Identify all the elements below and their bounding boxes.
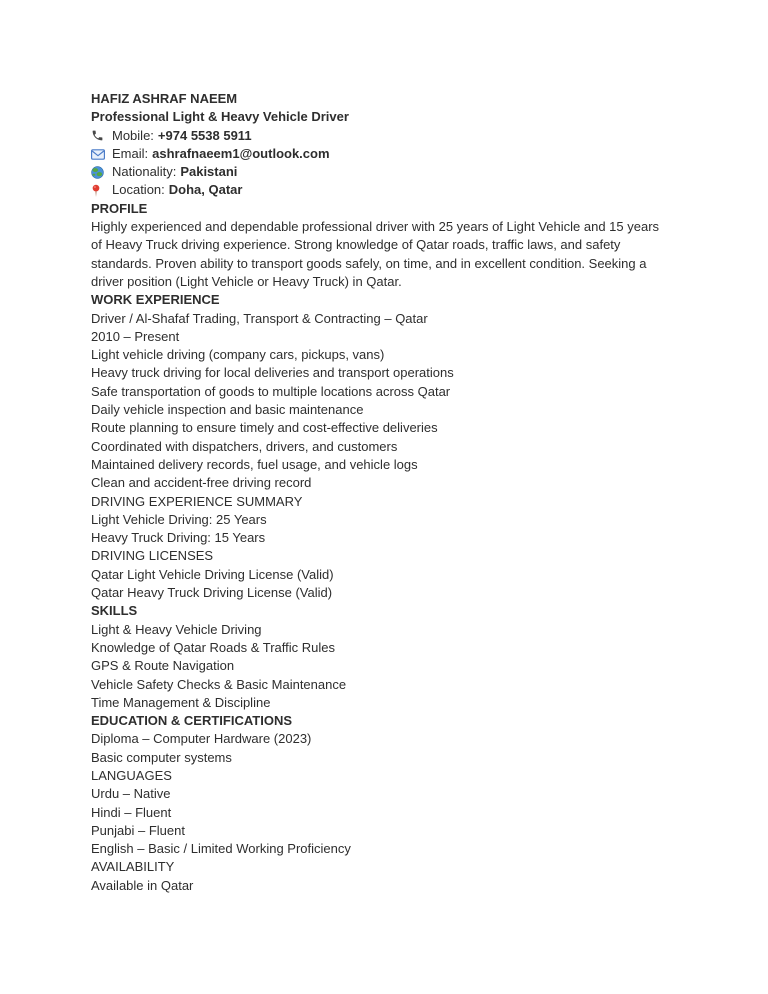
- resume-page: [91, 90, 665, 895]
- contact-nationality: [91, 163, 665, 181]
- skill-item: Light & Heavy Vehicle Driving: [91, 621, 262, 637]
- person-name: HAFIZ ASHRAF NAEEM: [91, 91, 238, 106]
- contact-label: Mobile:: [112, 127, 154, 143]
- skill-item: Vehicle Safety Checks & Basic Maintenance: [91, 676, 347, 692]
- section-heading-driving-licenses: DRIVING LICENSES: [91, 548, 214, 564]
- work-duty: Safe transportation of goods to multiple locations across Qatar: [91, 383, 451, 399]
- contact-value-mobile: +974 5538 5911: [157, 127, 252, 143]
- contact-value-location: Doha, Qatar: [168, 182, 243, 198]
- language-item: English – Basic / Limited Working Proficiency: [91, 841, 351, 857]
- contact-location: [91, 181, 665, 199]
- work-role: Driver / Al-Shafaf Trading, Transport & Contracting – Qatar: [91, 310, 428, 326]
- driving-summary-item: Heavy Truck Driving: 15 Years: [91, 530, 266, 546]
- skill-item: Knowledge of Qatar Roads & Traffic Rules: [91, 639, 335, 655]
- location-pin-icon: [91, 184, 107, 198]
- language-item: Punjabi – Fluent: [91, 822, 185, 838]
- work-duty: Clean and accident-free driving record: [91, 475, 312, 491]
- driving-summary-item: Light Vehicle Driving: 25 Years: [91, 511, 267, 527]
- section-heading-skills: SKILLS: [91, 603, 138, 619]
- phone-icon: [91, 129, 107, 142]
- skill-item: GPS & Route Navigation: [91, 658, 235, 674]
- work-duty: Coordinated with dispatchers, drivers, and customers: [91, 438, 398, 454]
- contact-mobile: [91, 127, 665, 145]
- work-duty: Maintained delivery records, fuel usage, and vehicle logs: [91, 456, 418, 472]
- job-title: Professional Light & Heavy Vehicle Driver: [91, 109, 349, 125]
- work-duty: Light vehicle driving (company cars, pickups, vans): [91, 347, 385, 363]
- section-heading-profile: PROFILE: [91, 200, 148, 216]
- work-duty: Heavy truck driving for local deliveries and transport operations: [91, 365, 454, 381]
- driving-license-item: Qatar Light Vehicle Driving License (Valid): [91, 566, 334, 582]
- contact-email: [91, 145, 665, 163]
- work-duty: Route planning to ensure timely and cost-effective deliveries: [91, 420, 438, 436]
- section-heading-availability: AVAILABILITY: [91, 859, 175, 875]
- section-heading-education: EDUCATION & CERTIFICATIONS: [91, 713, 293, 729]
- section-heading-driving-summary: DRIVING EXPERIENCE SUMMARY: [91, 493, 303, 509]
- contact-value-nationality: Pakistani: [180, 164, 238, 180]
- language-item: Urdu – Native: [91, 786, 171, 802]
- profile-text: Highly experienced and dependable professional driver with 25 years of Light Vehicle and 15 years of Heavy Truck driving experience. Strong knowledge of Qatar roads, traffic laws, and safety standards. Proven ability to transport goods safely, on time, and in excellent condition. Seeking a driver position (Light Vehicle or Heavy Truck) in Qatar.: [91, 219, 660, 289]
- email-icon: [91, 149, 107, 160]
- contact-value-email: ashrafnaeem1@outlook.com: [152, 145, 330, 161]
- contact-label: Nationality:: [112, 164, 177, 180]
- section-heading-languages: LANGUAGES: [91, 767, 172, 783]
- language-item: Hindi – Fluent: [91, 804, 172, 820]
- work-duty: Daily vehicle inspection and basic maintenance: [91, 402, 364, 418]
- skill-item: Time Management & Discipline: [91, 694, 271, 710]
- work-dates: 2010 – Present: [91, 328, 180, 344]
- driving-license-item: Qatar Heavy Truck Driving License (Valid): [91, 585, 333, 601]
- education-item: Diploma – Computer Hardware (2023): [91, 731, 312, 747]
- availability-item: Available in Qatar: [91, 877, 194, 893]
- education-item: Basic computer systems: [91, 749, 232, 765]
- contact-label: Email:: [112, 145, 149, 161]
- globe-icon: [91, 166, 107, 179]
- section-heading-work-experience: WORK EXPERIENCE: [91, 292, 220, 308]
- contact-label: Location:: [112, 182, 165, 198]
